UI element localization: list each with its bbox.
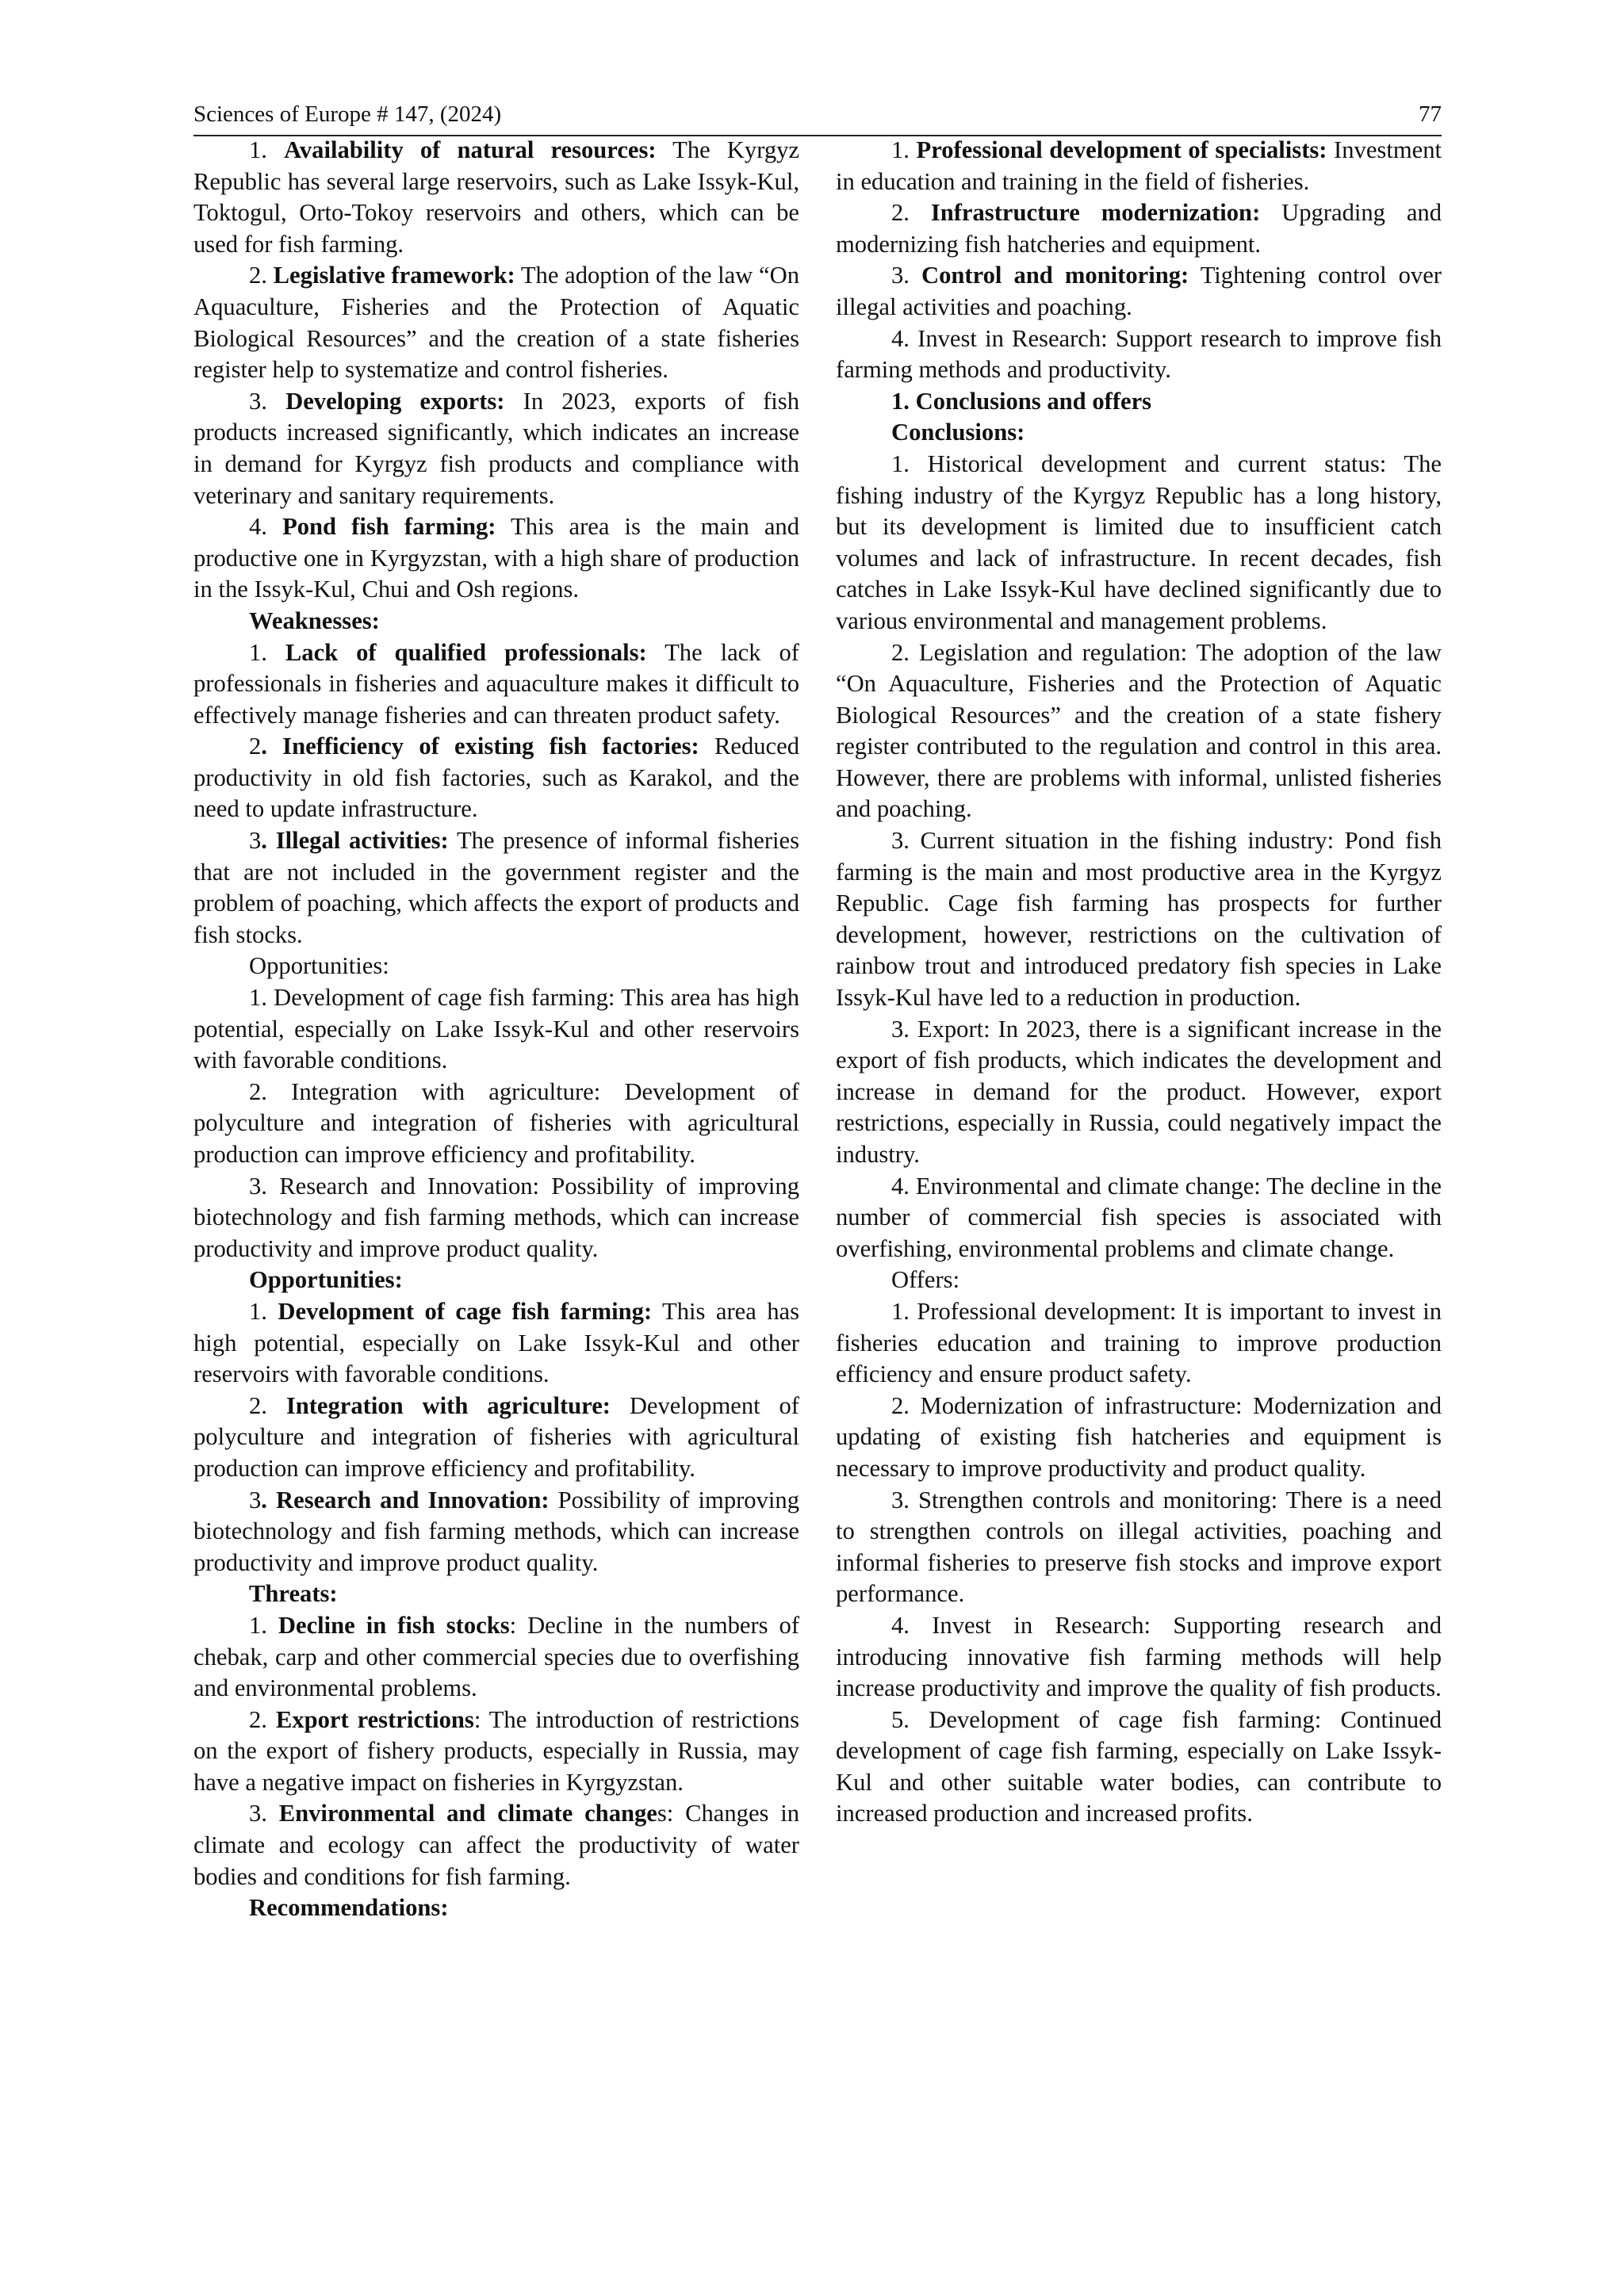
weakness-item: 1. Lack of qualified professionals: The lack of professionals in fisheries and aquaculture makes it difficult to effectively manage fisheries and can threaten product safety.	[193, 638, 799, 729]
item-title: Professional development of specialists:	[916, 136, 1327, 163]
item-title: Integration with agriculture:	[285, 1391, 611, 1419]
strength-item: 4. Pond fish farming: This area is the main and productive one in Kyrgyzstan, with a high share of production in the Issyk-Kul, Chui and Osh regions.	[193, 513, 800, 603]
threat-item: 3. Environmental and climate changes: Changes in climate and ecology can affect the productivity of water bodies and conditions for fish farming.	[193, 1800, 799, 1890]
opportunity-item: 1. Development of cage fish farming: This area has high potential, especially on Lake Issyk-Kul and other reservoirs with favorable conditions.	[193, 1297, 800, 1388]
conclusion-item: 1. Historical development and current status: The fishing industry of the Kyrgyz Republic has a long history, but its development is limited due to insufficient catch volumes and lack of infrastructure. In recent decades, fish catches in Lake Issyk-Kul have declined significantly due to various environmental and management problems.	[836, 450, 1442, 634]
right-column	[836, 135, 1442, 1830]
strength-item: 2. Legislative framework: The adoption of the law “On Aquaculture, Fisheries and the Protection of Aquatic Biological Resources” and the creation of a state fisheries register help to systematize and control fisheries.	[193, 262, 800, 384]
offer-item: 2. Modernization of infrastructure: Modernization and updating of existing fish hatcheries and equipment is necessary to improve productivity and product quality.	[836, 1391, 1442, 1482]
item-title: Lack of qualified professionals:	[285, 638, 647, 666]
recommendation-item: 2. Infrastructure modernization: Upgrading and modernizing fish hatcheries and equipment.	[836, 199, 1442, 258]
opportunities-heading: Opportunities:	[249, 1266, 403, 1294]
left-column	[193, 135, 799, 1924]
strength-item: 3. Developing exports: In 2023, exports of fish products increased significantly, which indicates an increase in demand for Kyrgyz fish products and compliance with veterinary and sanitary requirements.	[193, 387, 799, 509]
recommendation-item: 3. Control and monitoring: Tightening control over illegal activities and poaching.	[836, 262, 1442, 320]
recommendation-item: 1. Professional development of specialists: Investment in education and training in the field of fisheries.	[836, 136, 1442, 195]
item-title: . Research and Innovation:	[261, 1486, 550, 1513]
conclusion-item: 3. Export: In 2023, there is a significant increase in the export of fish products, which indicates the development and increase in demand for the product. However, export restrictions, especially in Russia, could negatively impact the industry.	[836, 1015, 1442, 1168]
item-title: . Inefficiency of existing fish factories:	[261, 733, 699, 760]
item-title: Control and monitoring:	[921, 262, 1189, 289]
recommendation-item: 4. Invest in Research: Support research to improve fish farming methods and productivity.	[836, 324, 1442, 384]
section-heading: 1. Conclusions and offers	[891, 387, 1152, 415]
item-title: Developing exports:	[285, 387, 505, 415]
item-title: Infrastructure modernization:	[930, 199, 1261, 227]
opportunity-plain-item: 2. Integration with agriculture: Development of polyculture and integration of fisheries with agricultural production can improve efficiency and profitability.	[193, 1077, 799, 1168]
item-title: Legislative framework:	[273, 262, 515, 289]
running-head	[193, 97, 1442, 136]
item-title: Pond fish farming:	[282, 513, 496, 541]
threats-heading: Threats:	[249, 1580, 338, 1608]
weaknesses-heading: Weaknesses:	[249, 607, 380, 634]
item-title: Environmental and climate change	[278, 1800, 657, 1827]
offers-heading: Offers:	[891, 1266, 960, 1294]
threat-item: 2. Export restrictions: The introduction of restrictions on the export of fishery products, especially in Russia, may have a negative impact on fisheries in Kyrgyzstan.	[193, 1705, 800, 1796]
item-title: Availability of natural resources:	[284, 136, 657, 163]
offer-item: 3. Strengthen controls and monitoring: There is a need to strengthen controls on illegal activities, poaching and informal fisheries to preserve fish stocks and improve export performance.	[836, 1486, 1442, 1608]
item-title: Development of cage fish farming:	[278, 1297, 653, 1325]
conclusions-heading: Conclusions:	[891, 419, 1025, 446]
offer-item: 1. Professional development: It is important to invest in fisheries education and training to improve production efficiency and ensure product safety.	[836, 1297, 1442, 1388]
conclusion-item: 2. Legislation and regulation: The adoption of the law “On Aquaculture, Fisheries and the Protection of Aquatic Biological Resources” and the creation of a state fishery register contributed to the regulation and control in this area. However, there are problems with informal, unlisted fisheries and poaching.	[836, 638, 1442, 823]
opportunity-item: 3. Research and Innovation: Possibility of improving biotechnology and fish farming methods, which can increase productivity and improve product quality.	[193, 1486, 799, 1576]
opportunities-plain-heading: Opportunities:	[249, 952, 389, 980]
recommendations-heading: Recommendations:	[249, 1894, 449, 1922]
threat-item: 1. Decline in fish stocks: Decline in the numbers of chebak, carp and other commercial species due to overfishing and environmental problems.	[193, 1611, 800, 1702]
item-title: . Illegal activities:	[261, 827, 449, 855]
opportunity-plain-item: 3. Research and Innovation: Possibility of improving biotechnology and fish farming methods, which can increase productivity and improve product quality.	[193, 1172, 799, 1262]
offer-item: 4. Invest in Research: Supporting research and introducing innovative fish farming methods will help increase productivity and improve the quality of fish products.	[836, 1611, 1442, 1702]
journal-title: Sciences of Europe # 147, (2024)	[193, 101, 502, 127]
weakness-item: 2. Inefficiency of existing fish factories: Reduced productivity in old fish factories, such as Karakol, and the need to update infrastructure.	[193, 733, 799, 823]
offer-item: 5. Development of cage fish farming: Continued development of cage fish farming, especially on Lake Issyk-Kul and other suitable water bodies, can contribute to increased production and increased profits.	[836, 1705, 1442, 1827]
item-title: Export restrictions	[275, 1705, 474, 1733]
conclusion-item: 3. Current situation in the fishing industry: Pond fish farming is the main and most productive area in the Kyrgyz Republic. Cage fish farming has prospects for further development, however, restrictions on the cultivation of rainbow trout and introduced predatory fish species in Lake Issyk-Kul have led to a reduction in production.	[836, 827, 1442, 1012]
conclusion-item: 4. Environmental and climate change: The decline in the number of commercial fish species is associated with overfishing, environmental problems and climate change.	[836, 1172, 1442, 1262]
opportunity-plain-item: 1. Development of cage fish farming: This area has high potential, especially on Lake Issyk-Kul and other reservoirs with favorable conditions.	[193, 984, 799, 1074]
item-title: Decline in fish stocks	[278, 1611, 510, 1639]
opportunity-item: 2. Integration with agriculture: Development of polyculture and integration of fisheries with agricultural production can improve efficiency and profitability.	[193, 1391, 799, 1482]
weakness-item: 3. Illegal activities: The presence of informal fisheries that are not included in the government register and the problem of poaching, which affects the export of products and fish stocks.	[193, 827, 799, 948]
page-number: 77	[1419, 101, 1442, 127]
strength-item: 1. Availability of natural resources: The Kyrgyz Republic has several large reservoirs, such as Lake Issyk-Kul, Toktogul, Orto-Tokoy reservoirs and others, which can be used for fish farming.	[193, 136, 800, 258]
